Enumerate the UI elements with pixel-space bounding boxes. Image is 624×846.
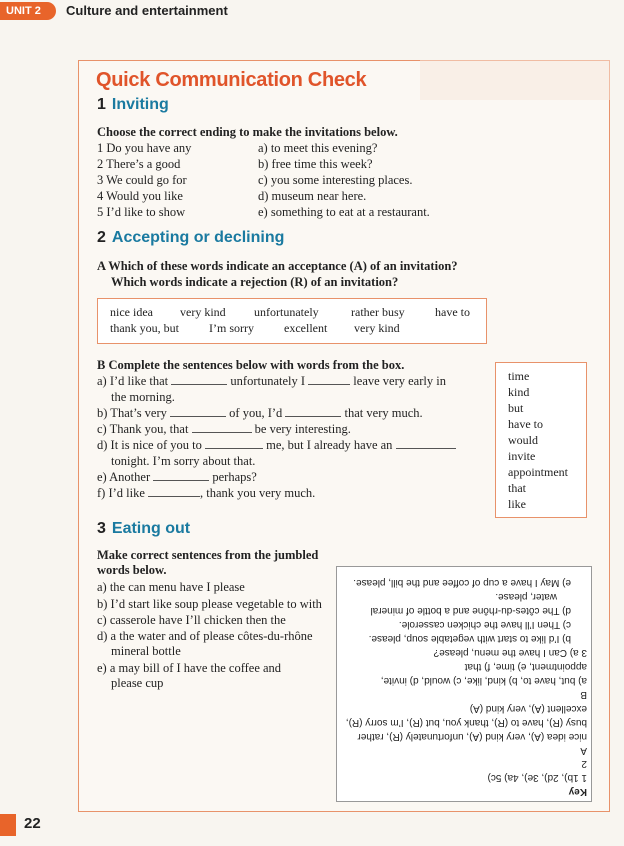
word-box-item: nice idea bbox=[110, 305, 153, 319]
panel-corner-tint bbox=[420, 60, 610, 100]
s2-question-a-line2: Which words indicate a rejection (R) of an invitation? bbox=[111, 275, 399, 289]
key-line: e) May I have a cup of coffee and the bill, please. bbox=[353, 577, 571, 588]
s1-left-5: 5 I’d like to show bbox=[97, 205, 186, 219]
key-line: 2 bbox=[581, 758, 587, 769]
s2-b-line-d-cont: tonight. I’m sorry about that. bbox=[111, 454, 256, 468]
s2-question-b: B Complete the sentences below with words from the box. bbox=[97, 358, 405, 372]
s3-item-a: a) the can menu have I please bbox=[97, 580, 245, 594]
s1-right-e: e) something to eat at a restaurant. bbox=[258, 205, 430, 219]
key-heading: Key bbox=[568, 786, 587, 797]
box-word: but bbox=[508, 401, 524, 415]
blank[interactable] bbox=[170, 406, 226, 417]
unit-badge: UNIT 2 bbox=[0, 2, 56, 20]
key-line: 3 a) Can I have the menu, please? bbox=[433, 647, 587, 658]
s3-instruction-line2: words below. bbox=[97, 563, 167, 577]
s2-b-line-c: c) Thank you, that be very interesting. bbox=[97, 422, 351, 436]
s2-b-line-b: b) That’s very of you, I’d that very much. bbox=[97, 406, 423, 420]
s2-question-a-line1: A Which of these words indicate an acceptance (A) of an invitation? bbox=[97, 259, 458, 273]
s3-instruction-line1: Make correct sentences from the jumbled bbox=[97, 548, 319, 562]
key-line: A bbox=[580, 745, 587, 756]
unit-title: Culture and entertainment bbox=[66, 3, 228, 18]
s1-left-1: 1 Do you have any bbox=[97, 141, 192, 155]
blank[interactable] bbox=[192, 422, 252, 433]
s1-left-4: 4 Would you like bbox=[97, 189, 183, 203]
word-box bbox=[97, 298, 487, 344]
key-line: appointment, e) time, f) that bbox=[464, 661, 587, 672]
key-line: 1 1b), 2d), 3e), 4a) 5c) bbox=[487, 772, 587, 783]
blank[interactable] bbox=[171, 374, 227, 385]
section-2-heading: 2 Accepting or declining bbox=[97, 229, 285, 246]
blank[interactable] bbox=[285, 406, 341, 417]
box-word: appointment bbox=[508, 465, 568, 479]
page-title: Quick Communication Check bbox=[96, 69, 367, 91]
section-3-heading: 3 Eating out bbox=[97, 520, 191, 537]
word-box-item: very kind bbox=[180, 305, 226, 319]
s2-b-line-f: f) I’d like , thank you very much. bbox=[97, 486, 316, 500]
key-line: c) Then I’ll have the chicken casserole. bbox=[398, 619, 571, 630]
box-word: kind bbox=[508, 385, 530, 399]
section-1-heading: 1 Inviting bbox=[97, 96, 169, 113]
box-word: like bbox=[508, 497, 526, 511]
s2-b-line-d: d) It is nice of you to me, but I already have an bbox=[97, 438, 456, 453]
s3-item-e: e) a may bill of I have the coffee and bbox=[97, 661, 282, 675]
key-line: B bbox=[580, 689, 587, 700]
s3-item-c: c) casserole have I’ll chicken then the bbox=[97, 613, 286, 627]
answer-key-box bbox=[336, 566, 592, 802]
blank[interactable] bbox=[153, 470, 209, 481]
key-line: d) The côtes-du-rhône and a bottle of mineral bbox=[370, 605, 571, 616]
s1-left-2: 2 There’s a good bbox=[97, 157, 181, 171]
key-line: busy (R), have to (R), thank you, but (R), I’m sorry (R), bbox=[345, 717, 587, 728]
s2-b-line-e: e) Another perhaps? bbox=[97, 470, 257, 484]
key-line: nice idea (A), very kind (A), unfortunately (R), rather bbox=[357, 731, 587, 742]
box-word: time bbox=[508, 369, 530, 383]
blank[interactable] bbox=[396, 438, 456, 449]
key-line: a) but, have to, b) kind, like, c) would, d) invite, bbox=[380, 675, 587, 686]
s3-item-e-cont: please cup bbox=[111, 676, 164, 690]
box-word: have to bbox=[508, 417, 543, 431]
blank[interactable] bbox=[148, 486, 200, 497]
word-box-item: I’m sorry bbox=[209, 321, 254, 335]
answer-key-rotated bbox=[337, 567, 593, 803]
page-tab bbox=[0, 814, 16, 836]
key-line: water, please. bbox=[495, 591, 557, 602]
s1-right-a: a) to meet this evening? bbox=[258, 141, 378, 155]
s2-b-line-a-cont: the morning. bbox=[111, 390, 175, 404]
word-box-item: rather busy bbox=[351, 305, 405, 319]
s2-b-line-a: a) I’d like that unfortunately I leave very early in bbox=[97, 374, 446, 388]
s3-item-b: b) I’d start like soup please vegetable to with bbox=[97, 597, 322, 611]
word-box-item: have to bbox=[435, 305, 470, 319]
word-box-item: thank you, but bbox=[110, 321, 179, 335]
box-word: that bbox=[508, 481, 526, 495]
section-1-instruction: Choose the correct ending to make the invitations below. bbox=[97, 125, 398, 139]
s1-right-d: d) museum near here. bbox=[258, 189, 367, 203]
box-word: would bbox=[508, 433, 538, 447]
blank[interactable] bbox=[205, 438, 263, 449]
key-line: b) I’d like to start with vegetable soup, please. bbox=[368, 633, 571, 644]
blank[interactable] bbox=[308, 374, 350, 385]
word-box-item: excellent bbox=[284, 321, 328, 335]
page-number: 22 bbox=[24, 815, 41, 832]
key-line: excellent (A), very kind (A) bbox=[469, 703, 587, 714]
word-box-item: very kind bbox=[354, 321, 400, 335]
s1-right-b: b) free time this week? bbox=[258, 157, 373, 171]
box-word: invite bbox=[508, 449, 536, 463]
s3-item-d-cont: mineral bottle bbox=[111, 644, 181, 658]
s1-left-3: 3 We could go for bbox=[97, 173, 187, 187]
s1-right-c: c) you some interesting places. bbox=[258, 173, 413, 187]
word-box-item: unfortunately bbox=[254, 305, 319, 319]
s3-item-d: d) a the water and of please côtes-du-rhône bbox=[97, 629, 313, 643]
answer-word-box bbox=[495, 362, 587, 518]
